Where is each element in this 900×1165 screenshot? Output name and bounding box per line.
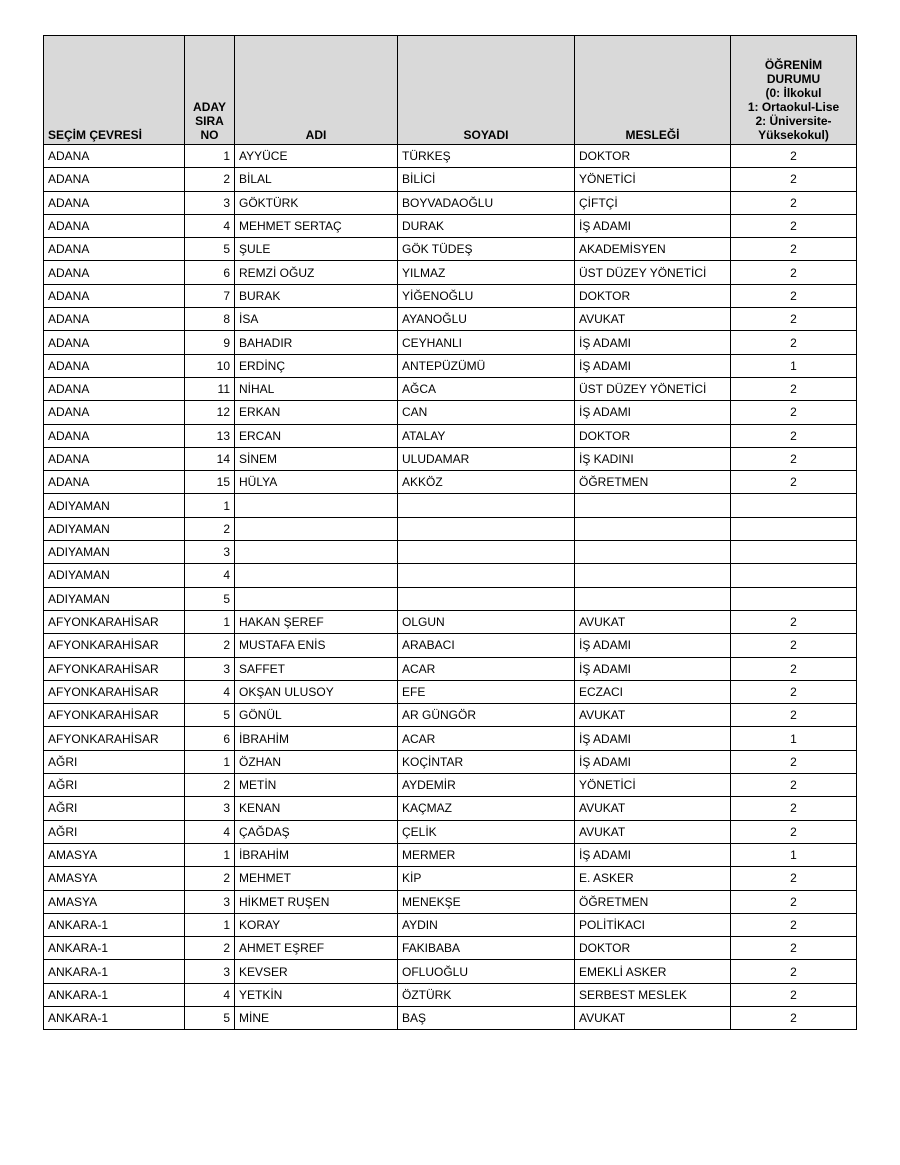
cell-district: AFYONKARAHİSAR [44,634,185,657]
cell-education: 2 [731,634,857,657]
cell-name: REMZİ OĞUZ [235,261,398,284]
cell-district: ADIYAMAN [44,564,185,587]
cell-surname: CEYHANLI [398,331,575,354]
cell-district: AĞRI [44,750,185,773]
table-row [44,727,857,750]
cell-surname [398,517,575,540]
cell-surname [398,587,575,610]
cell-profession: İŞ ADAMI [575,843,731,866]
cell-education: 2 [731,867,857,890]
cell-surname: FAKIBABA [398,937,575,960]
cell-education: 2 [731,401,857,424]
cell-education: 2 [731,913,857,936]
cell-district: AMASYA [44,843,185,866]
cell-name: NİHAL [235,377,398,400]
cell-surname: OFLUOĞLU [398,960,575,983]
cell-district: AĞRI [44,820,185,843]
cell-education: 2 [731,797,857,820]
cell-order-no: 11 [185,377,235,400]
table-row [44,564,857,587]
cell-order-no: 5 [185,704,235,727]
cell-name: MEHMET SERTAÇ [235,214,398,237]
cell-surname: ATALAY [398,424,575,447]
table-row [44,657,857,680]
table-row [44,774,857,797]
cell-profession: EMEKLİ ASKER [575,960,731,983]
cell-profession: DOKTOR [575,937,731,960]
cell-name: METİN [235,774,398,797]
cell-district: ANKARA-1 [44,913,185,936]
cell-education: 2 [731,214,857,237]
cell-district: ANKARA-1 [44,983,185,1006]
cell-education: 2 [731,983,857,1006]
cell-district: AFYONKARAHİSAR [44,680,185,703]
cell-district: AFYONKARAHİSAR [44,657,185,680]
cell-profession: İŞ ADAMI [575,634,731,657]
cell-order-no: 9 [185,331,235,354]
cell-profession: E. ASKER [575,867,731,890]
cell-district: AFYONKARAHİSAR [44,727,185,750]
cell-district: ADIYAMAN [44,541,185,564]
cell-name: MİNE [235,1006,398,1029]
cell-surname: AYDEMİR [398,774,575,797]
cell-profession: İŞ ADAMI [575,331,731,354]
cell-education [731,541,857,564]
cell-profession: AVUKAT [575,704,731,727]
cell-profession [575,541,731,564]
cell-district: AFYONKARAHİSAR [44,704,185,727]
cell-name: SAFFET [235,657,398,680]
header-surname: SOYADI [398,36,575,145]
cell-order-no: 10 [185,354,235,377]
cell-order-no: 4 [185,820,235,843]
cell-district: AMASYA [44,867,185,890]
cell-surname [398,541,575,564]
cell-surname: ÇELİK [398,820,575,843]
table-row [44,471,857,494]
cell-profession: İŞ ADAMI [575,401,731,424]
cell-education: 2 [731,261,857,284]
cell-order-no: 3 [185,191,235,214]
cell-surname: EFE [398,680,575,703]
cell-surname: MERMER [398,843,575,866]
cell-order-no: 3 [185,657,235,680]
cell-district: ANKARA-1 [44,960,185,983]
cell-order-no: 5 [185,1006,235,1029]
cell-district: ADANA [44,284,185,307]
cell-name [235,564,398,587]
table-row [44,447,857,470]
cell-name [235,517,398,540]
cell-profession: ÖĞRETMEN [575,890,731,913]
cell-profession: POLİTİKACI [575,913,731,936]
cell-district: ADANA [44,377,185,400]
header-order-no: ADAY SIRA NO [185,36,235,145]
cell-order-no: 1 [185,610,235,633]
cell-district: ADANA [44,424,185,447]
cell-order-no: 2 [185,168,235,191]
table-row [44,145,857,168]
cell-profession: İŞ ADAMI [575,214,731,237]
cell-education: 2 [731,424,857,447]
cell-name: AYYÜCE [235,145,398,168]
cell-surname: MENEKŞE [398,890,575,913]
cell-profession: YÖNETİCİ [575,168,731,191]
cell-surname: ACAR [398,727,575,750]
cell-education: 2 [731,377,857,400]
cell-order-no: 3 [185,797,235,820]
cell-order-no: 2 [185,774,235,797]
cell-order-no: 4 [185,680,235,703]
cell-order-no: 14 [185,447,235,470]
table-row [44,401,857,424]
cell-surname: BİLİCİ [398,168,575,191]
cell-surname: AR GÜNGÖR [398,704,575,727]
cell-name: GÖNÜL [235,704,398,727]
cell-profession: AVUKAT [575,820,731,843]
cell-surname: ACAR [398,657,575,680]
cell-profession: AVUKAT [575,1006,731,1029]
cell-profession: DOKTOR [575,145,731,168]
cell-education: 2 [731,610,857,633]
cell-education: 2 [731,284,857,307]
cell-surname: AYDIN [398,913,575,936]
cell-education: 2 [731,308,857,331]
cell-district: ANKARA-1 [44,1006,185,1029]
cell-district: ADIYAMAN [44,587,185,610]
cell-order-no: 3 [185,541,235,564]
cell-profession: İŞ ADAMI [575,657,731,680]
cell-order-no: 1 [185,494,235,517]
cell-profession: ÇİFTÇİ [575,191,731,214]
table-row [44,517,857,540]
cell-name: HÜLYA [235,471,398,494]
table-row [44,214,857,237]
cell-name: ŞULE [235,238,398,261]
cell-education: 2 [731,1006,857,1029]
cell-district: ADANA [44,447,185,470]
cell-surname: YILMAZ [398,261,575,284]
header-profession: MESLEĞİ [575,36,731,145]
cell-profession: ÜST DÜZEY YÖNETİCİ [575,377,731,400]
cell-name: YETKİN [235,983,398,1006]
cell-surname: KAÇMAZ [398,797,575,820]
cell-district: ADANA [44,145,185,168]
cell-education: 2 [731,447,857,470]
cell-education: 2 [731,937,857,960]
cell-profession: ÖĞRETMEN [575,471,731,494]
cell-order-no: 3 [185,960,235,983]
cell-education: 2 [731,704,857,727]
table-row [44,424,857,447]
table-row [44,191,857,214]
cell-profession: İŞ ADAMI [575,354,731,377]
cell-surname: YİĞENOĞLU [398,284,575,307]
cell-surname: KOÇİNTAR [398,750,575,773]
header-row [44,36,857,145]
cell-name [235,587,398,610]
cell-district: ADANA [44,191,185,214]
cell-order-no: 8 [185,308,235,331]
cell-surname: AĞCA [398,377,575,400]
cell-name: ERKAN [235,401,398,424]
cell-education: 2 [731,331,857,354]
cell-name: MUSTAFA ENİS [235,634,398,657]
cell-surname: ANTEPÜZÜMÜ [398,354,575,377]
cell-order-no: 5 [185,587,235,610]
cell-district: ADANA [44,238,185,261]
cell-order-no: 2 [185,634,235,657]
header-district: SEÇİM ÇEVRESİ [44,36,185,145]
cell-district: AĞRI [44,797,185,820]
cell-order-no: 6 [185,727,235,750]
cell-order-no: 4 [185,214,235,237]
cell-surname: ARABACI [398,634,575,657]
cell-district: ADIYAMAN [44,494,185,517]
cell-profession: SERBEST MESLEK [575,983,731,1006]
candidate-table [43,35,857,1030]
cell-education: 2 [731,471,857,494]
table-row [44,867,857,890]
table-row [44,541,857,564]
cell-surname: DURAK [398,214,575,237]
cell-name: KENAN [235,797,398,820]
cell-profession: AVUKAT [575,797,731,820]
header-education: ÖĞRENİM DURUMU (0: İlkokul 1: Ortaokul-Lise 2: Üniversite- Yüksekokul) [731,36,857,145]
cell-order-no: 13 [185,424,235,447]
cell-name: BAHADIR [235,331,398,354]
table-row [44,331,857,354]
cell-profession: İŞ KADINI [575,447,731,470]
cell-order-no: 1 [185,145,235,168]
cell-name [235,494,398,517]
table-row [44,797,857,820]
table-row [44,308,857,331]
cell-order-no: 12 [185,401,235,424]
cell-order-no: 2 [185,517,235,540]
cell-district: AĞRI [44,774,185,797]
cell-name [235,541,398,564]
table-row [44,983,857,1006]
cell-profession: İŞ ADAMI [575,750,731,773]
table-row [44,261,857,284]
cell-surname: BOYVADAOĞLU [398,191,575,214]
cell-profession: AKADEMİSYEN [575,238,731,261]
table-row [44,284,857,307]
cell-education: 2 [731,238,857,261]
cell-order-no: 3 [185,890,235,913]
cell-surname [398,494,575,517]
cell-name: AHMET EŞREF [235,937,398,960]
cell-education: 2 [731,168,857,191]
cell-education: 2 [731,145,857,168]
cell-name: İSA [235,308,398,331]
cell-education: 2 [731,657,857,680]
cell-education: 2 [731,820,857,843]
cell-name: SİNEM [235,447,398,470]
table-row [44,680,857,703]
table-row [44,168,857,191]
cell-education [731,517,857,540]
cell-profession: YÖNETİCİ [575,774,731,797]
table-row [44,1006,857,1029]
table-row [44,704,857,727]
cell-district: ADANA [44,308,185,331]
cell-surname: OLGUN [398,610,575,633]
table-body [44,145,857,1030]
table-row [44,820,857,843]
cell-district: ADANA [44,354,185,377]
cell-education: 2 [731,750,857,773]
cell-order-no: 1 [185,913,235,936]
table-row [44,843,857,866]
table-row [44,937,857,960]
cell-profession [575,587,731,610]
cell-profession [575,564,731,587]
cell-district: ADIYAMAN [44,517,185,540]
table-row [44,610,857,633]
cell-order-no: 4 [185,564,235,587]
cell-order-no: 7 [185,284,235,307]
cell-education: 1 [731,354,857,377]
cell-name: ERCAN [235,424,398,447]
cell-education: 1 [731,843,857,866]
cell-surname: CAN [398,401,575,424]
cell-order-no: 2 [185,867,235,890]
table-row [44,587,857,610]
cell-surname: ULUDAMAR [398,447,575,470]
cell-order-no: 6 [185,261,235,284]
cell-district: ADANA [44,401,185,424]
cell-education [731,494,857,517]
table-row [44,960,857,983]
cell-surname: TÜRKEŞ [398,145,575,168]
cell-profession [575,517,731,540]
cell-name: KEVSER [235,960,398,983]
cell-name: ERDİNÇ [235,354,398,377]
cell-education: 1 [731,727,857,750]
cell-order-no: 4 [185,983,235,1006]
cell-district: ADANA [44,168,185,191]
cell-profession: AVUKAT [575,610,731,633]
cell-order-no: 5 [185,238,235,261]
cell-education: 2 [731,191,857,214]
cell-name: BİLAL [235,168,398,191]
cell-district: ADANA [44,214,185,237]
cell-profession [575,494,731,517]
cell-name: OKŞAN ULUSOY [235,680,398,703]
cell-profession: DOKTOR [575,284,731,307]
cell-education: 2 [731,774,857,797]
cell-surname: KİP [398,867,575,890]
cell-name: İBRAHİM [235,727,398,750]
cell-name: ÖZHAN [235,750,398,773]
cell-education [731,587,857,610]
cell-education: 2 [731,890,857,913]
table-row [44,890,857,913]
table-row [44,494,857,517]
cell-order-no: 1 [185,750,235,773]
table-row [44,238,857,261]
cell-surname: AYANOĞLU [398,308,575,331]
table-row [44,750,857,773]
cell-surname: BAŞ [398,1006,575,1029]
cell-surname: ÖZTÜRK [398,983,575,1006]
table-row [44,634,857,657]
cell-district: ADANA [44,261,185,284]
cell-district: AMASYA [44,890,185,913]
cell-name: İBRAHİM [235,843,398,866]
cell-district: ADANA [44,471,185,494]
cell-name: ÇAĞDAŞ [235,820,398,843]
cell-profession: DOKTOR [575,424,731,447]
cell-profession: ECZACI [575,680,731,703]
cell-name: GÖKTÜRK [235,191,398,214]
cell-name: BURAK [235,284,398,307]
cell-name: MEHMET [235,867,398,890]
cell-district: AFYONKARAHİSAR [44,610,185,633]
cell-education [731,564,857,587]
cell-surname: GÖK TÜDEŞ [398,238,575,261]
cell-order-no: 1 [185,843,235,866]
cell-profession: ÜST DÜZEY YÖNETİCİ [575,261,731,284]
cell-name: HİKMET RUŞEN [235,890,398,913]
cell-order-no: 15 [185,471,235,494]
cell-name: KORAY [235,913,398,936]
cell-profession: İŞ ADAMI [575,727,731,750]
cell-order-no: 2 [185,937,235,960]
cell-surname: AKKÖZ [398,471,575,494]
cell-district: ANKARA-1 [44,937,185,960]
table-row [44,354,857,377]
header-name: ADI [235,36,398,145]
table-row [44,377,857,400]
cell-name: HAKAN ŞEREF [235,610,398,633]
cell-profession: AVUKAT [575,308,731,331]
cell-education: 2 [731,680,857,703]
cell-education: 2 [731,960,857,983]
cell-surname [398,564,575,587]
table-row [44,913,857,936]
cell-district: ADANA [44,331,185,354]
